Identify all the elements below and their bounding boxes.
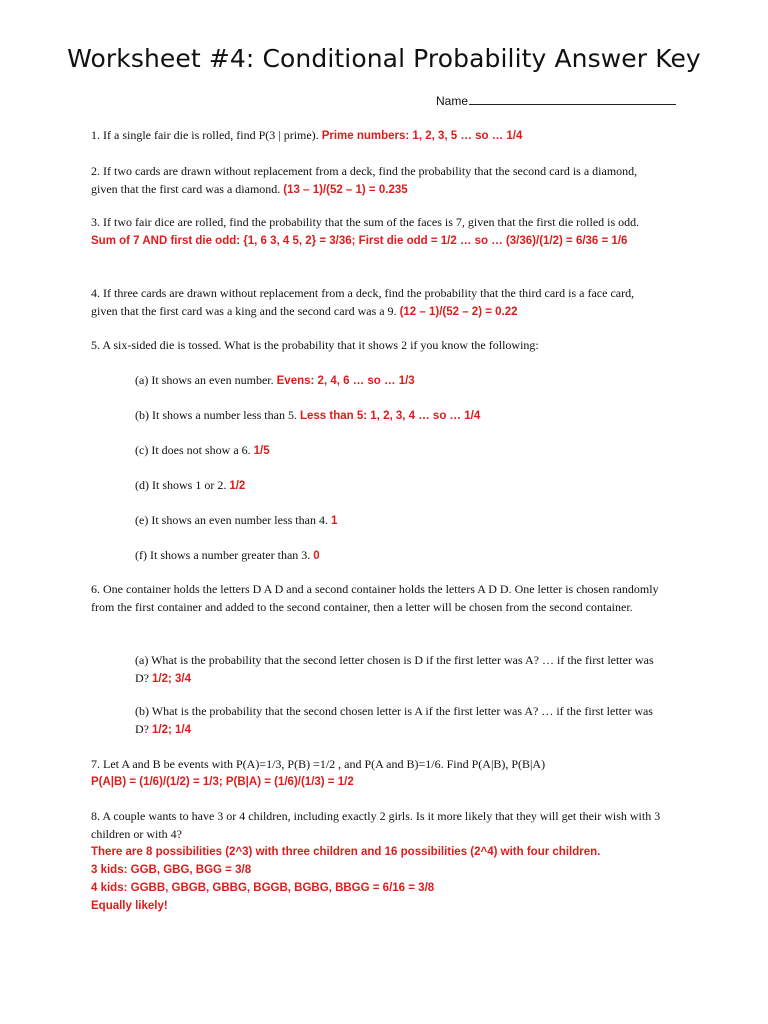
question-3	[91, 213, 661, 250]
name-field	[436, 94, 676, 108]
answer: (12 – 1)/(52 – 2) = 0.22	[399, 306, 518, 318]
question-5a	[135, 371, 661, 390]
answer: P(A|B) = (1/6)/(1/2) = 1/3; P(B|A) = (1/6)/(1/3) = 1/2	[91, 776, 354, 788]
question-6b	[135, 702, 661, 739]
name-label: Name	[436, 94, 469, 108]
question-5e	[135, 511, 661, 530]
question-4	[91, 284, 661, 321]
name-underline	[469, 104, 676, 105]
question-6	[91, 580, 661, 616]
question-5d	[135, 476, 661, 495]
question-5c	[135, 441, 661, 460]
answer: 1/2; 1/4	[152, 724, 191, 736]
question-1	[91, 126, 661, 145]
answer: Prime numbers: 1, 2, 3, 5 … so … 1/4	[321, 130, 523, 142]
question-text: 4. If three cards are drawn without replacement from a deck, find the probability that the third card is a face card, given that the first card was a king and the second card was a 9.	[91, 286, 635, 318]
question-5	[91, 336, 661, 354]
question-8	[91, 807, 661, 915]
answer: 1/5	[253, 445, 270, 457]
answer-line: 4 kids: GGBB, GBGB, GBBG, BGGB, BGBG, BBGG = 6/16 = 3/8	[91, 882, 435, 894]
question-text: 2. If two cards are drawn without replacement from a deck, find the probability that the second card is a diamond, given that the first card was a diamond.	[91, 164, 638, 196]
question-text: 3. If two fair dice are rolled, find the probability that the sum of the faces is 7, given that the first die rolled is odd.	[91, 215, 640, 229]
question-text: (a) What is the probability that the second letter chosen is D if the first letter was A? … if the first letter was D?	[135, 653, 654, 685]
question-text: (b) It shows a number less than 5.	[135, 408, 297, 422]
question-text: (a) It shows an even number.	[135, 373, 274, 387]
question-text: 7. Let A and B be events with P(A)=1/3, P(B) =1/2 , and P(A and B)=1/6. Find P(A|B), P(B|A)	[91, 757, 546, 771]
answer: Sum of 7 AND first die odd: {1, 6 3, 4 5, 2} = 3/36; First die odd = 1/2 … so … (3/36)/(1/2) = 6/36 = 1/6	[91, 235, 628, 247]
question-text: 6. One container holds the letters D A D and a second container holds the letters A D D. One letter is chosen randomly from the first container and added to the second container, then a letter will be chosen from the second container.	[91, 582, 659, 614]
question-text: (f) It shows a number greater than 3.	[135, 548, 311, 562]
question-5f	[135, 546, 661, 565]
question-text: (b) What is the probability that the second chosen letter is A if the first letter was A? … if the first letter was D?	[135, 704, 653, 736]
question-2	[91, 162, 661, 199]
question-text: (c) It does not show a 6.	[135, 443, 251, 457]
answer: 0	[313, 550, 320, 562]
answer: Evens: 2, 4, 6 … so … 1/3	[276, 375, 415, 387]
question-text: (d) It shows 1 or 2.	[135, 478, 227, 492]
answer: (13 – 1)/(52 – 1) = 0.235	[283, 184, 408, 196]
answer-line: There are 8 possibilities (2^3) with three children and 16 possibilities (2^4) with four children.	[91, 846, 601, 858]
answer: 1/2; 3/4	[152, 673, 191, 685]
question-text: (e) It shows an even number less than 4.	[135, 513, 328, 527]
answer: Less than 5: 1, 2, 3, 4 … so … 1/4	[299, 410, 481, 422]
question-text: 8. A couple wants to have 3 or 4 children, including exactly 2 girls. Is it more likely that they will get their wish with 3 children or with 4?	[91, 809, 661, 841]
answer-line: Equally likely!	[91, 900, 168, 912]
question-7	[91, 755, 661, 791]
question-text: 1. If a single fair die is rolled, find P(3 | prime).	[91, 128, 319, 142]
question-5b	[135, 406, 661, 425]
page-title: Worksheet #4: Conditional Probability Answer Key	[67, 44, 701, 73]
question-text: 5. A six-sided die is tossed. What is the probability that it shows 2 if you know the following:	[91, 338, 539, 352]
answer: 1	[330, 515, 338, 527]
answer-line: 3 kids: GGB, GBG, BGG = 3/8	[91, 864, 252, 876]
answer: 1/2	[229, 480, 246, 492]
question-6a	[135, 651, 661, 688]
